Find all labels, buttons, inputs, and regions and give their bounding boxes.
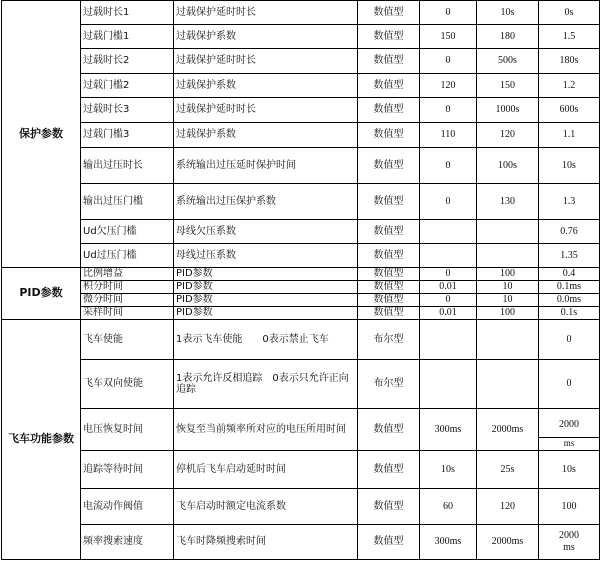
param-name: 输出过压时长 — [81, 148, 174, 184]
param-name: 追踪等待时间 — [81, 451, 174, 489]
param-description: 过载保护系数 — [174, 123, 358, 148]
param-default: 0.1s — [539, 307, 600, 320]
param-description: 系统输出过压保护系数 — [174, 184, 358, 220]
param-default — [539, 525, 600, 560]
param-min: 0 — [420, 184, 477, 220]
param-min: 120 — [420, 74, 477, 98]
param-type: 数值型 — [358, 451, 420, 489]
table-row — [2, 294, 600, 307]
group-protect-params: 保护参数 — [2, 1, 81, 268]
param-name: 采样时间 — [81, 307, 174, 320]
param-type: 数值型 — [358, 123, 420, 148]
param-type: 数值型 — [358, 268, 420, 281]
param-max: 10 — [477, 281, 539, 294]
parameter-table — [1, 0, 600, 560]
param-name: 过载门槛3 — [81, 123, 174, 148]
param-type: 数值型 — [358, 74, 420, 98]
param-description: 过载保护系数 — [174, 25, 358, 49]
param-type: 数值型 — [358, 184, 420, 220]
param-description: PID参数 — [174, 281, 358, 294]
param-description: 过载保护延时时长 — [174, 98, 358, 123]
param-default: 0.1ms — [539, 281, 600, 294]
param-description: 飞车时降频搜索时间 — [174, 525, 358, 560]
param-description: 过载保护系数 — [174, 74, 358, 98]
param-max: 10s — [477, 1, 539, 25]
param-name: 电流动作阀值 — [81, 489, 174, 525]
param-description: 过载保护延时时长 — [174, 49, 358, 74]
param-default: 0.76 — [539, 220, 600, 244]
table-row — [2, 268, 600, 281]
table-row — [2, 525, 600, 560]
param-default — [539, 409, 600, 451]
param-min: 0.01 — [420, 281, 477, 294]
param-min: 0 — [420, 268, 477, 281]
table-row — [2, 49, 600, 74]
table-row — [2, 320, 600, 360]
param-default: 100 — [539, 489, 600, 525]
param-description: 1表示飞车使能 0表示禁止飞车 — [174, 320, 358, 360]
param-max: 2000ms — [477, 409, 539, 451]
param-min: 300ms — [420, 525, 477, 560]
param-type: 数值型 — [358, 294, 420, 307]
param-default: 1.5 — [539, 25, 600, 49]
table-row — [2, 1, 600, 25]
param-max: 500s — [477, 49, 539, 74]
param-max: 1000s — [477, 98, 539, 123]
param-min: 0 — [420, 98, 477, 123]
param-name: 过载时长1 — [81, 1, 174, 25]
param-name: Ud过压门槛 — [81, 244, 174, 268]
table-row — [2, 489, 600, 525]
param-type: 数值型 — [358, 281, 420, 294]
param-description: 母线过压系数 — [174, 244, 358, 268]
param-default: 1.2 — [539, 74, 600, 98]
param-name: 比例增益 — [81, 268, 174, 281]
param-min — [420, 220, 477, 244]
table-row — [2, 123, 600, 148]
table-row — [2, 74, 600, 98]
param-max — [477, 360, 539, 409]
param-description: 1表示允许反相追踪 0表示只允许正向追踪 — [174, 360, 358, 409]
param-default: 1.1 — [539, 123, 600, 148]
param-default: 0.4 — [539, 268, 600, 281]
param-max: 10 — [477, 294, 539, 307]
param-max: 150 — [477, 74, 539, 98]
param-name: 积分时间 — [81, 281, 174, 294]
param-default: 0.0ms — [539, 294, 600, 307]
param-min: 10s — [420, 451, 477, 489]
param-name: 频率搜索速度 — [81, 525, 174, 560]
param-type: 数值型 — [358, 49, 420, 74]
param-max — [477, 244, 539, 268]
param-type: 布尔型 — [358, 360, 420, 409]
param-max: 120 — [477, 489, 539, 525]
param-name: 飞车使能 — [81, 320, 174, 360]
table-row — [2, 281, 600, 294]
param-default-unit: ms — [563, 542, 575, 553]
param-max — [477, 320, 539, 360]
param-description: 飞车启动时额定电流系数 — [174, 489, 358, 525]
param-min: 0.01 — [420, 307, 477, 320]
param-default: 180s — [539, 49, 600, 74]
table-row — [2, 184, 600, 220]
param-max: 120 — [477, 123, 539, 148]
table-row — [2, 148, 600, 184]
param-default: 0 — [539, 360, 600, 409]
table-row — [2, 220, 600, 244]
param-type: 数值型 — [358, 525, 420, 560]
param-description: 母线欠压系数 — [174, 220, 358, 244]
param-description: PID参数 — [174, 294, 358, 307]
param-min: 150 — [420, 25, 477, 49]
param-max: 100 — [477, 307, 539, 320]
param-default-value: 2000 — [559, 530, 579, 541]
param-name: 过载门槛2 — [81, 74, 174, 98]
param-max — [477, 220, 539, 244]
param-default: 10s — [539, 148, 600, 184]
param-min: 300ms — [420, 409, 477, 451]
param-name: 过载时长3 — [81, 98, 174, 123]
param-min — [420, 244, 477, 268]
param-min: 110 — [420, 123, 477, 148]
param-max: 180 — [477, 25, 539, 49]
param-max: 100s — [477, 148, 539, 184]
param-name: 过载门槛1 — [81, 25, 174, 49]
table-row — [2, 244, 600, 268]
param-max: 130 — [477, 184, 539, 220]
param-min: 60 — [420, 489, 477, 525]
param-type: 数值型 — [358, 25, 420, 49]
param-max: 2000ms — [477, 525, 539, 560]
param-type: 布尔型 — [358, 320, 420, 360]
param-type: 数值型 — [358, 244, 420, 268]
param-default: 1.35 — [539, 244, 600, 268]
table-row — [2, 98, 600, 123]
param-min: 0 — [420, 294, 477, 307]
param-type: 数值型 — [358, 220, 420, 244]
param-type: 数值型 — [358, 148, 420, 184]
param-type: 数值型 — [358, 307, 420, 320]
param-max: 25s — [477, 451, 539, 489]
param-default: 0s — [539, 1, 600, 25]
table-row — [2, 360, 600, 409]
param-description: 过载保护延时时长 — [174, 1, 358, 25]
param-name: 电压恢复时间 — [81, 409, 174, 451]
param-name: Ud欠压门槛 — [81, 220, 174, 244]
param-type: 数值型 — [358, 489, 420, 525]
param-min — [420, 360, 477, 409]
param-default: 10s — [539, 451, 600, 489]
param-name: 微分时间 — [81, 294, 174, 307]
param-max: 100 — [477, 268, 539, 281]
param-default: 600s — [539, 98, 600, 123]
param-description: 恢复至当前频率所对应的电压所用时间 — [174, 409, 358, 451]
table-row — [2, 451, 600, 489]
param-min: 0 — [420, 148, 477, 184]
param-type: 数值型 — [358, 98, 420, 123]
param-default-value: 2000 — [539, 412, 599, 438]
param-type: 数值型 — [358, 409, 420, 451]
param-description: PID参数 — [174, 268, 358, 281]
param-min: 0 — [420, 1, 477, 25]
group-flying-start-params: 飞车功能参数 — [2, 320, 81, 560]
table-row — [2, 409, 600, 451]
param-type: 数值型 — [358, 1, 420, 25]
param-default: 0 — [539, 320, 600, 360]
param-description: PID参数 — [174, 307, 358, 320]
param-min: 0 — [420, 49, 477, 74]
param-min — [420, 320, 477, 360]
param-name: 输出过压门槛 — [81, 184, 174, 220]
param-description: 停机后飞车启动延时时间 — [174, 451, 358, 489]
param-name: 过载时长2 — [81, 49, 174, 74]
param-default-unit: ms — [563, 437, 575, 448]
group-pid-params: PID参数 — [2, 268, 81, 320]
param-default: 1.3 — [539, 184, 600, 220]
table-row — [2, 307, 600, 320]
param-description: 系统输出过压延时保护时间 — [174, 148, 358, 184]
param-name: 飞车双向使能 — [81, 360, 174, 409]
table-row — [2, 25, 600, 49]
